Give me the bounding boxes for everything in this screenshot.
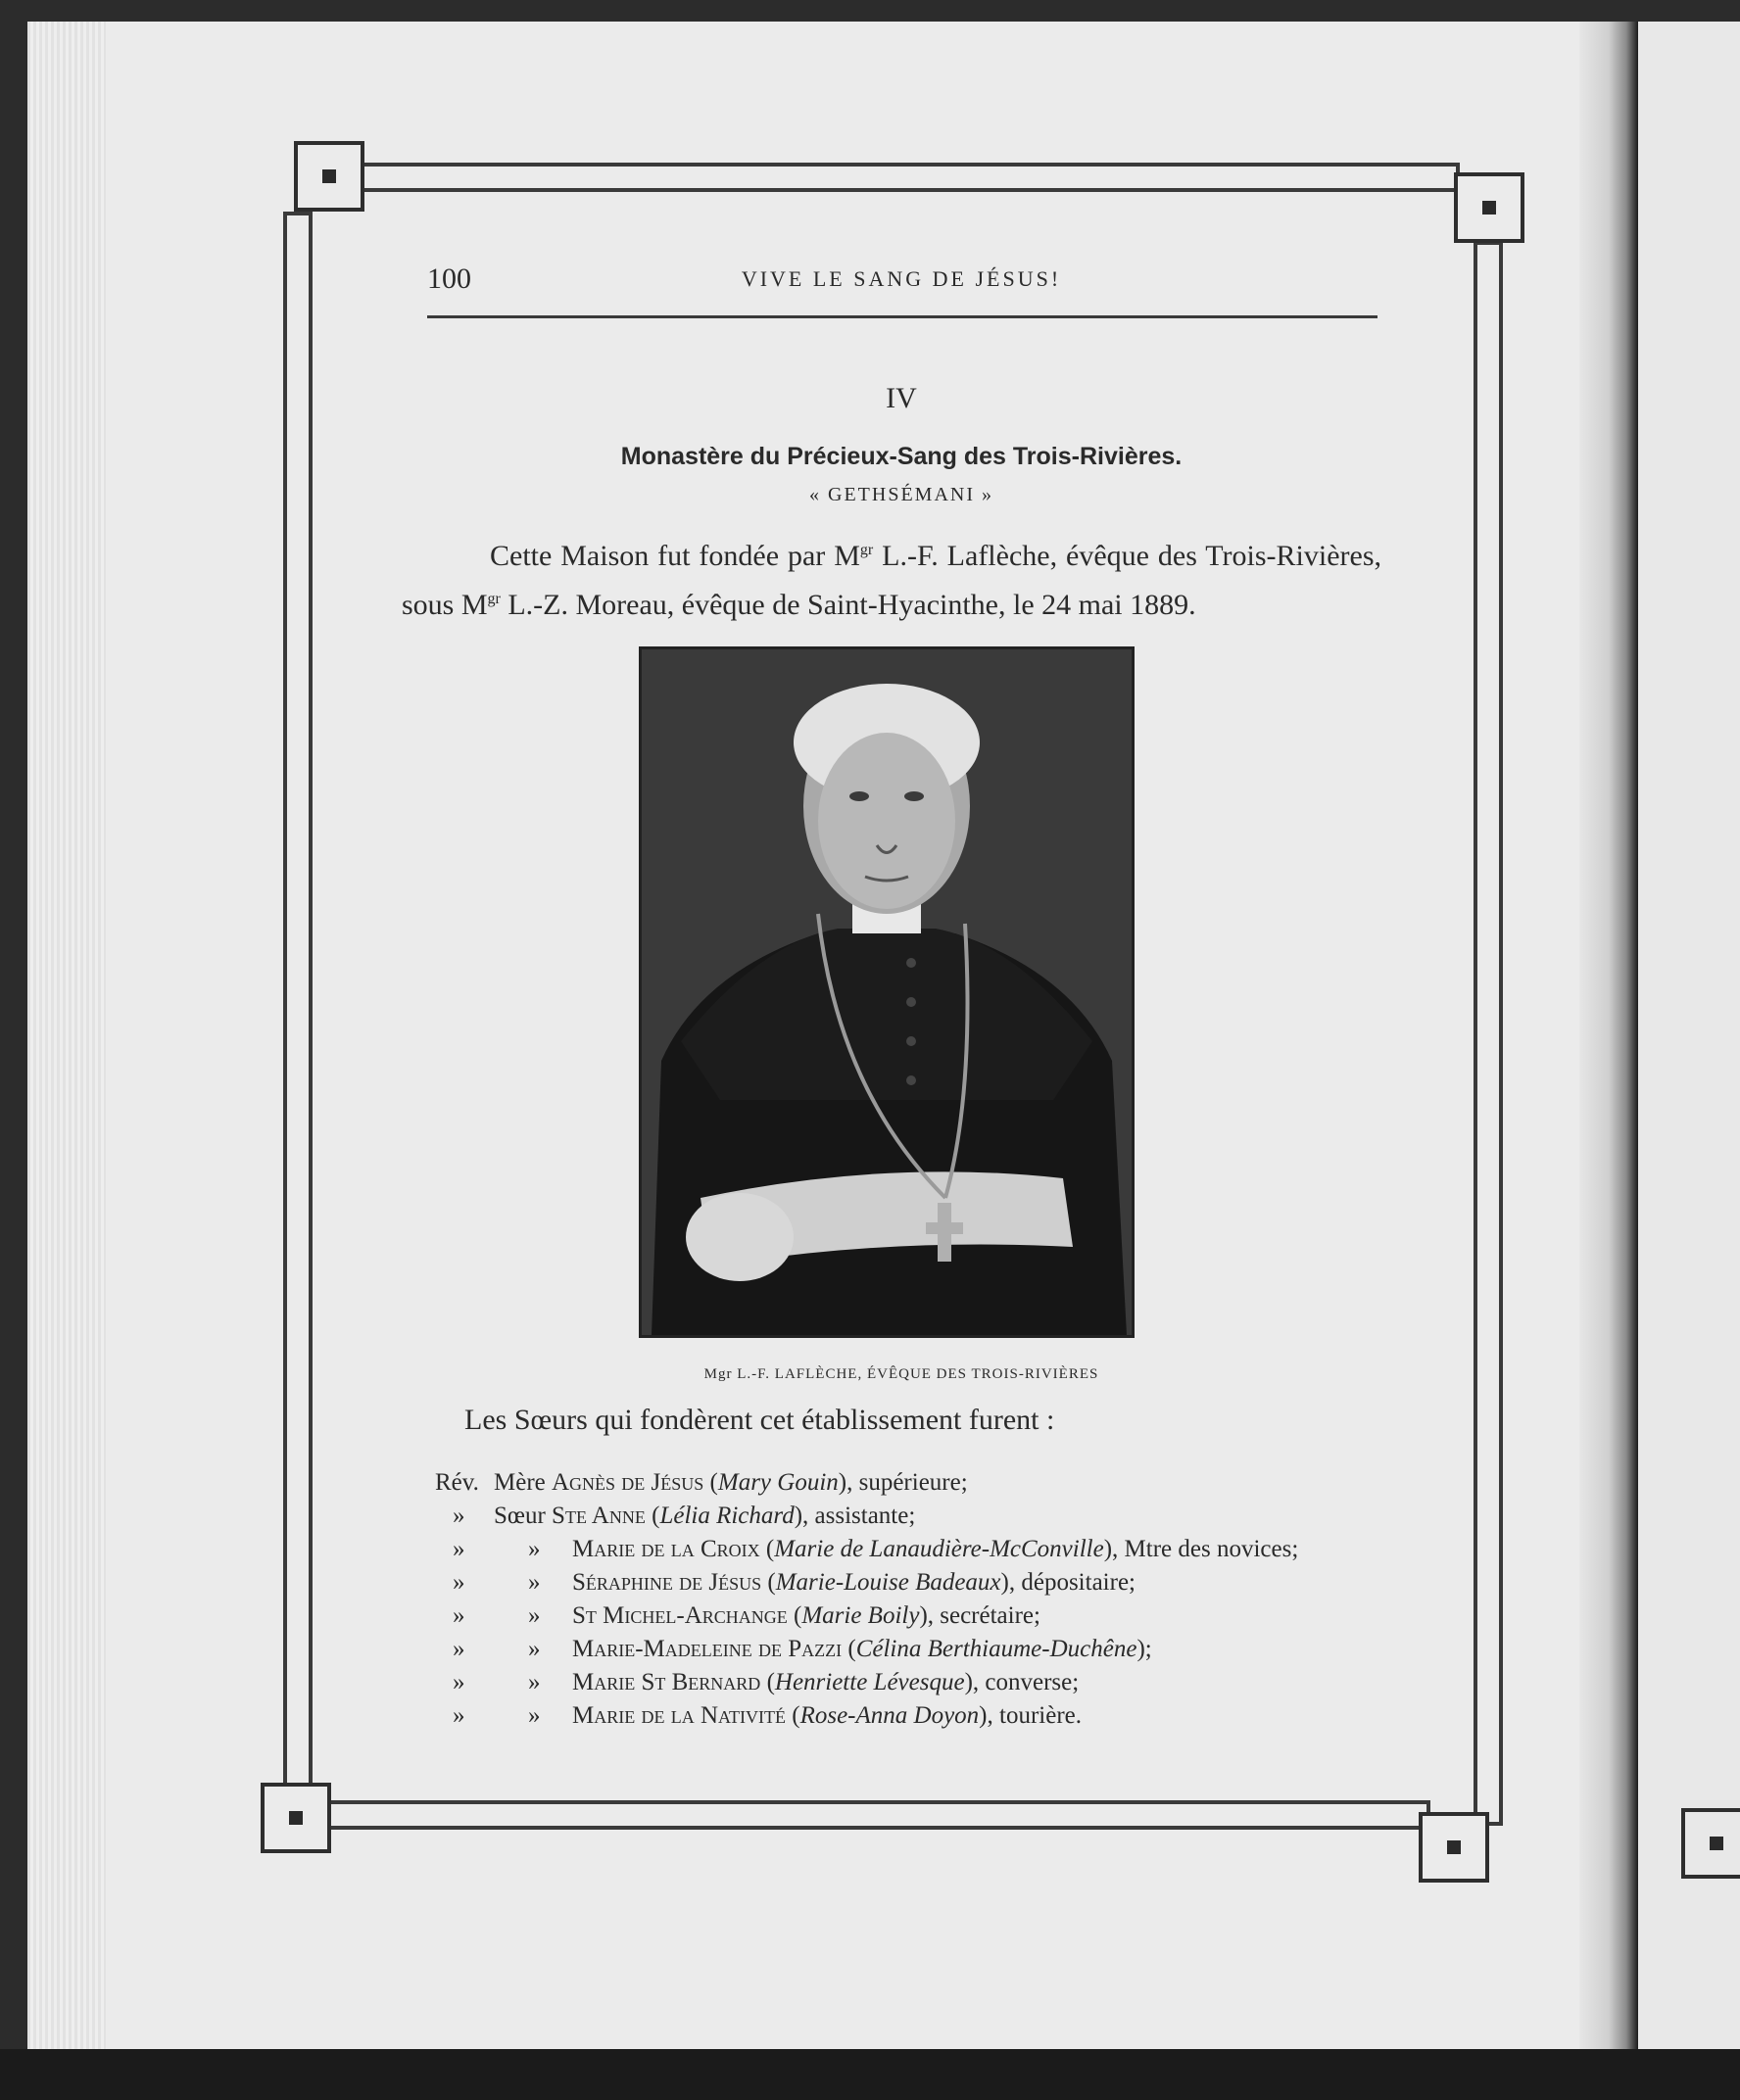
frame-corner-bottom-left: [261, 1783, 331, 1853]
list-entry: Sœur Ste Anne (Lélia Richard), assistante;: [494, 1503, 916, 1529]
list-entry: St Michel-Archange (Marie Boily), secrétaire;: [572, 1602, 1040, 1629]
list-prefix: »: [453, 1569, 465, 1596]
frame-corner-top-right: [1454, 172, 1524, 243]
list-entry: Marie-Madeleine de Pazzi (Célina Berthiaume-Duchêne);: [572, 1636, 1152, 1662]
role: secrétaire;: [940, 1602, 1040, 1629]
list-prefix: »: [528, 1702, 541, 1729]
list-prefix: »: [528, 1602, 541, 1629]
running-title: VIVE LE SANG DE JÉSUS!: [741, 266, 1062, 291]
list-item: [435, 1602, 1405, 1636]
role: dépositaire;: [1021, 1569, 1136, 1596]
list-entry: Séraphine de Jésus (Marie-Louise Badeaux), dépositaire;: [572, 1569, 1136, 1596]
section-title: Monastère du Précieux-Sang des Trois-Rivières.: [620, 443, 1183, 470]
frame-corner-bottom-right: [1419, 1812, 1489, 1883]
portrait-photo: [639, 646, 1135, 1338]
page-number: 100: [427, 262, 471, 295]
intro-superscript: gr: [487, 591, 501, 607]
frame-corner-top-left: [294, 141, 364, 212]
role: assistante;: [814, 1503, 916, 1529]
list-item: [435, 1469, 1405, 1503]
right-page-corner: [1681, 1808, 1740, 1879]
list-item: [435, 1569, 1405, 1602]
religious-name: Ste Anne: [552, 1503, 646, 1529]
religious-name: Séraphine de Jésus: [572, 1569, 762, 1596]
role: converse;: [985, 1669, 1080, 1695]
list-prefix: »: [528, 1536, 541, 1562]
list-entry: Marie St Bernard (Henriette Lévesque), converse;: [572, 1669, 1080, 1695]
intro-text: L.-Z. Moreau, évêque de Saint-Hyacinthe, le 24 mai 1889.: [500, 589, 1196, 621]
intro-paragraph: [402, 529, 1381, 627]
list-prefix: »: [453, 1503, 465, 1529]
header-rule: [427, 315, 1378, 318]
sisters-list: [435, 1469, 1405, 1736]
list-entry: Marie de la Croix (Marie de Lanaudière-McConville), Mtre des novices;: [572, 1536, 1299, 1562]
list-prefix: »: [453, 1536, 465, 1562]
section-number: IV: [886, 382, 917, 414]
section-subtitle: « GETHSÉMANI »: [809, 484, 993, 505]
right-page-edge: [1638, 22, 1740, 2049]
list-prefix: »: [453, 1702, 465, 1729]
bottom-shadow: [0, 2049, 1740, 2100]
list-item: [435, 1669, 1405, 1702]
list-intro: Les Sœurs qui fondèrent cet établissement furent :: [464, 1404, 1055, 1436]
book-gutter: [1579, 22, 1638, 2049]
religious-name: Marie de la Nativité: [572, 1702, 786, 1729]
religious-name: Marie de la Croix: [572, 1536, 760, 1562]
portrait-illustration: [642, 649, 1132, 1335]
civil-name: Mary Gouin: [717, 1469, 839, 1496]
list-item: [435, 1536, 1405, 1569]
intro-text: Cette Maison fut fondée par M: [490, 540, 860, 572]
list-title: Sœur: [494, 1503, 546, 1529]
role: supérieure;: [858, 1469, 968, 1496]
civil-name: Marie de Lanaudière-McConville: [774, 1536, 1104, 1562]
list-entry: Marie de la Nativité (Rose-Anna Doyon), tourière.: [572, 1702, 1082, 1729]
corner-dot: [1710, 1837, 1723, 1850]
list-prefix: »: [528, 1636, 541, 1662]
list-prefix: »: [528, 1569, 541, 1596]
religious-name: Marie-Madeleine de Pazzi: [572, 1636, 843, 1662]
civil-name: Lélia Richard: [659, 1503, 795, 1529]
page-edge: [27, 22, 106, 2049]
list-prefix: Rév.: [435, 1469, 479, 1496]
frame-bottom-bar: [323, 1800, 1430, 1830]
religious-name: Agnès de Jésus: [552, 1469, 704, 1496]
frame-left-bar: [283, 212, 313, 1796]
list-title: Mère: [494, 1469, 546, 1496]
list-prefix: »: [453, 1602, 465, 1629]
list-prefix: »: [528, 1669, 541, 1695]
frame-right-bar: [1474, 241, 1503, 1826]
religious-name: St Michel-Archange: [572, 1602, 788, 1629]
civil-name: Célina Berthiaume-Duchêne: [855, 1636, 1137, 1662]
frame-top-bar: [353, 163, 1460, 192]
intro-text: L.-F. Laflèche, évêque des Trois-Rivières, sous M: [402, 540, 1382, 621]
intro-superscript: gr: [859, 542, 874, 558]
role: ;: [1144, 1636, 1152, 1662]
civil-name: Henriette Lévesque: [774, 1669, 965, 1695]
list-prefix: »: [453, 1636, 465, 1662]
list-item: [435, 1636, 1405, 1669]
role: Mtre des novices;: [1124, 1536, 1299, 1562]
corner-dot: [322, 169, 336, 183]
role: tourière.: [999, 1702, 1082, 1729]
photo-caption: Mgr L.-F. LAFLÈCHE, ÉVÊQUE DES TROIS-RIVIÈRES: [703, 1366, 1099, 1382]
civil-name: Marie-Louise Badeaux: [775, 1569, 1001, 1596]
list-item: [435, 1503, 1405, 1536]
civil-name: Marie Boily: [801, 1602, 920, 1629]
corner-dot: [289, 1811, 303, 1825]
list-entry: Mère Agnès de Jésus (Mary Gouin), supérieure;: [494, 1469, 968, 1496]
list-prefix: »: [453, 1669, 465, 1695]
religious-name: Marie St Bernard: [572, 1669, 761, 1695]
civil-name: Rose-Anna Doyon: [799, 1702, 980, 1729]
corner-dot: [1482, 201, 1496, 215]
corner-dot: [1447, 1840, 1461, 1854]
list-item: [435, 1702, 1405, 1736]
